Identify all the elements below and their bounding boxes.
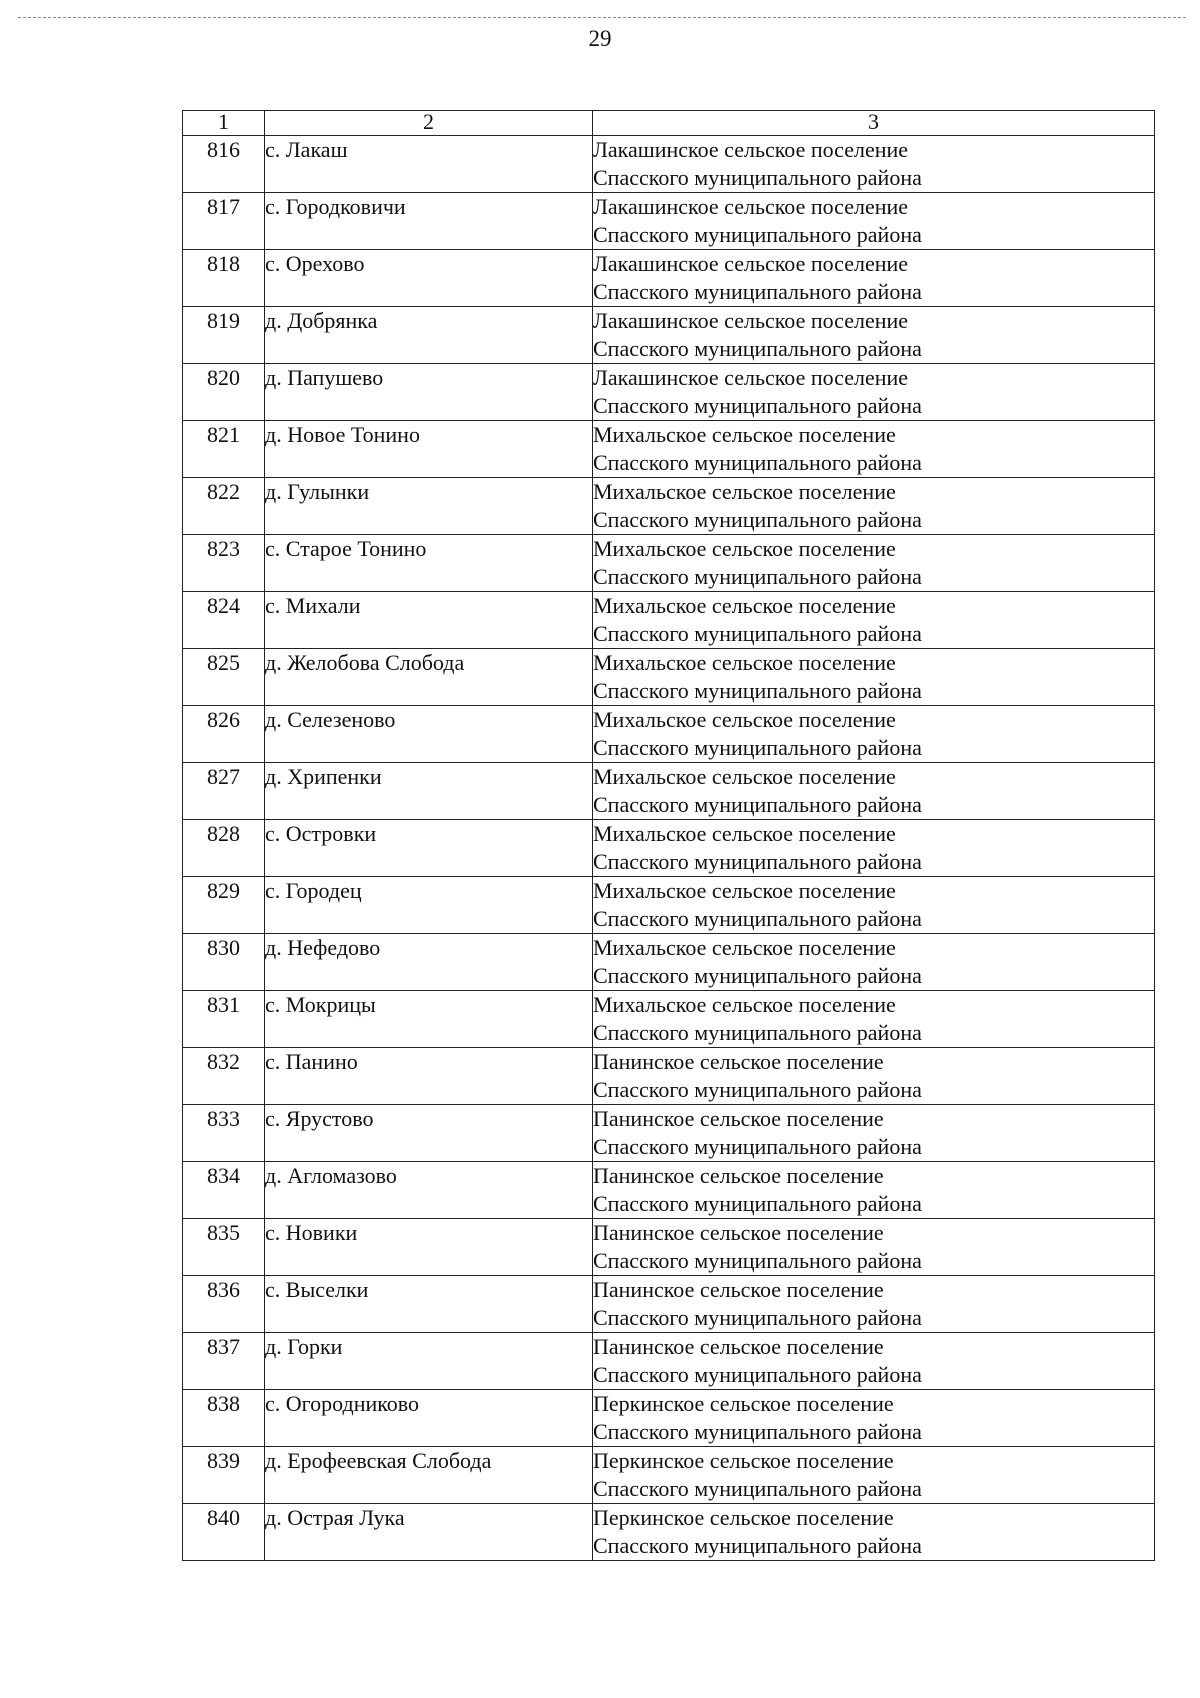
table-row [183,877,1155,934]
table-row [183,1276,1155,1333]
table-row [183,991,1155,1048]
municipality-cell [593,535,1155,592]
table-row [183,1333,1155,1390]
district-name: Спасского муниципального района [593,1362,922,1387]
table-row [183,193,1155,250]
row-number: 838 [183,1390,265,1447]
locality-name: с. Островки [265,820,593,877]
district-name: Спасского муниципального района [593,165,922,190]
municipality-cell [593,763,1155,820]
locality-name: д. Добрянка [265,307,593,364]
locality-name: д. Острая Лука [265,1504,593,1561]
settlement-name: Михальское сельское поселение [593,764,896,789]
locality-name: д. Селезеново [265,706,593,763]
settlement-name: Лакашинское сельское поселение [593,194,909,219]
row-number: 820 [183,364,265,421]
row-number: 839 [183,1447,265,1504]
municipality-cell [593,1048,1155,1105]
district-name: Спасского муниципального района [593,1248,922,1273]
settlement-name: Михальское сельское поселение [593,992,896,1017]
district-name: Спасского муниципального района [593,963,922,988]
row-number: 823 [183,535,265,592]
district-name: Спасского муниципального района [593,222,922,247]
municipality-cell [593,649,1155,706]
row-number: 835 [183,1219,265,1276]
locality-name: с. Ярустово [265,1105,593,1162]
settlement-name: Перкинское сельское поселение [593,1448,894,1473]
table-row [183,649,1155,706]
municipality-cell [593,820,1155,877]
district-name: Спасского муниципального района [593,1533,922,1558]
municipality-cell [593,1504,1155,1561]
row-number: 831 [183,991,265,1048]
locality-name: с. Орехово [265,250,593,307]
settlement-name: Михальское сельское поселение [593,536,896,561]
row-number: 817 [183,193,265,250]
row-number: 824 [183,592,265,649]
settlement-name: Панинское сельское поселение [593,1220,884,1245]
locality-name: с. Панино [265,1048,593,1105]
locality-name: с. Мокрицы [265,991,593,1048]
settlement-name: Михальское сельское поселение [593,422,896,447]
municipality-cell [593,421,1155,478]
table-row [183,535,1155,592]
row-number: 827 [183,763,265,820]
locality-name: с. Городец [265,877,593,934]
table-row [183,307,1155,364]
row-number: 837 [183,1333,265,1390]
settlement-name: Михальское сельское поселение [593,650,896,675]
table-row [183,820,1155,877]
locality-name: д. Папушево [265,364,593,421]
locality-name: с. Городковичи [265,193,593,250]
district-name: Спасского муниципального района [593,1191,922,1216]
table-row [183,136,1155,193]
row-number: 819 [183,307,265,364]
locality-name: д. Нефедово [265,934,593,991]
row-number: 830 [183,934,265,991]
district-name: Спасского муниципального района [593,279,922,304]
locality-name: с. Михали [265,592,593,649]
settlement-name: Лакашинское сельское поселение [593,251,909,276]
table-row [183,934,1155,991]
district-name: Спасского муниципального района [593,1476,922,1501]
table-row [183,706,1155,763]
locality-name: с. Лакаш [265,136,593,193]
district-name: Спасского муниципального района [593,507,922,532]
district-name: Спасского муниципального района [593,564,922,589]
locality-name: д. Желобова Слобода [265,649,593,706]
locality-name: с. Старое Тонино [265,535,593,592]
locality-name: д. Гулынки [265,478,593,535]
locality-name: с. Огородниково [265,1390,593,1447]
table-row [183,1219,1155,1276]
settlement-name: Перкинское сельское поселение [593,1391,894,1416]
municipality-cell [593,1333,1155,1390]
column-header-3: 3 [593,111,1155,136]
table-row [183,1162,1155,1219]
settlement-name: Панинское сельское поселение [593,1049,884,1074]
municipality-cell [593,250,1155,307]
settlement-name: Лакашинское сельское поселение [593,365,909,390]
row-number: 840 [183,1504,265,1561]
settlement-name: Михальское сельское поселение [593,878,896,903]
table-row [183,592,1155,649]
row-number: 818 [183,250,265,307]
municipality-cell [593,136,1155,193]
settlement-name: Лакашинское сельское поселение [593,137,909,162]
settlement-name: Лакашинское сельское поселение [593,308,909,333]
locality-name: д. Горки [265,1333,593,1390]
district-name: Спасского муниципального района [593,393,922,418]
municipality-cell [593,478,1155,535]
district-name: Спасского муниципального района [593,849,922,874]
locality-name: д. Новое Тонино [265,421,593,478]
district-name: Спасского муниципального района [593,1134,922,1159]
row-number: 829 [183,877,265,934]
municipality-cell [593,1219,1155,1276]
municipality-cell [593,1105,1155,1162]
settlement-name: Панинское сельское поселение [593,1277,884,1302]
municipality-cell [593,307,1155,364]
settlement-name: Панинское сельское поселение [593,1163,884,1188]
row-number: 834 [183,1162,265,1219]
settlement-name: Перкинское сельское поселение [593,1505,894,1530]
table-row [183,1048,1155,1105]
municipality-cell [593,1390,1155,1447]
locality-name: с. Новики [265,1219,593,1276]
district-name: Спасского муниципального района [593,336,922,361]
row-number: 822 [183,478,265,535]
settlement-name: Панинское сельское поселение [593,1106,884,1131]
locality-name: д. Агломазово [265,1162,593,1219]
settlement-name: Михальское сельское поселение [593,593,896,618]
municipality-cell [593,364,1155,421]
settlement-name: Михальское сельское поселение [593,935,896,960]
row-number: 833 [183,1105,265,1162]
district-name: Спасского муниципального района [593,678,922,703]
municipality-cell [593,1162,1155,1219]
municipality-cell [593,592,1155,649]
settlement-name: Михальское сельское поселение [593,479,896,504]
row-number: 816 [183,136,265,193]
table-row [183,1447,1155,1504]
column-header-2: 2 [265,111,593,136]
district-name: Спасского муниципального района [593,792,922,817]
table-row [183,1390,1155,1447]
district-name: Спасского муниципального района [593,1077,922,1102]
district-name: Спасского муниципального района [593,1020,922,1045]
page-number: 29 [588,26,612,51]
district-name: Спасского муниципального района [593,1419,922,1444]
table-row [183,478,1155,535]
row-number: 828 [183,820,265,877]
table-row [183,1504,1155,1561]
settlement-name: Панинское сельское поселение [593,1334,884,1359]
municipality-cell [593,991,1155,1048]
locality-name: д. Хрипенки [265,763,593,820]
municipality-cell [593,934,1155,991]
district-name: Спасского муниципального района [593,450,922,475]
settlement-name: Михальское сельское поселение [593,821,896,846]
table-row [183,250,1155,307]
row-number: 826 [183,706,265,763]
district-name: Спасского муниципального района [593,906,922,931]
row-number: 836 [183,1276,265,1333]
settlements-table [182,110,1155,1561]
row-number: 825 [183,649,265,706]
municipality-cell [593,1447,1155,1504]
locality-name: д. Ерофеевская Слобода [265,1447,593,1504]
table-row [183,364,1155,421]
table-row [183,1105,1155,1162]
municipality-cell [593,706,1155,763]
district-name: Спасского муниципального района [593,735,922,760]
table-row [183,421,1155,478]
district-name: Спасского муниципального района [593,621,922,646]
locality-name: с. Выселки [265,1276,593,1333]
table-body [183,136,1155,1561]
row-number: 821 [183,421,265,478]
table-header [183,111,1155,136]
row-number: 832 [183,1048,265,1105]
municipality-cell [593,1276,1155,1333]
column-header-1: 1 [183,111,265,136]
header-row [183,111,1155,136]
top-rule [18,17,1186,18]
district-name: Спасского муниципального района [593,1305,922,1330]
municipality-cell [593,193,1155,250]
table-row [183,763,1155,820]
municipality-cell [593,877,1155,934]
settlement-name: Михальское сельское поселение [593,707,896,732]
